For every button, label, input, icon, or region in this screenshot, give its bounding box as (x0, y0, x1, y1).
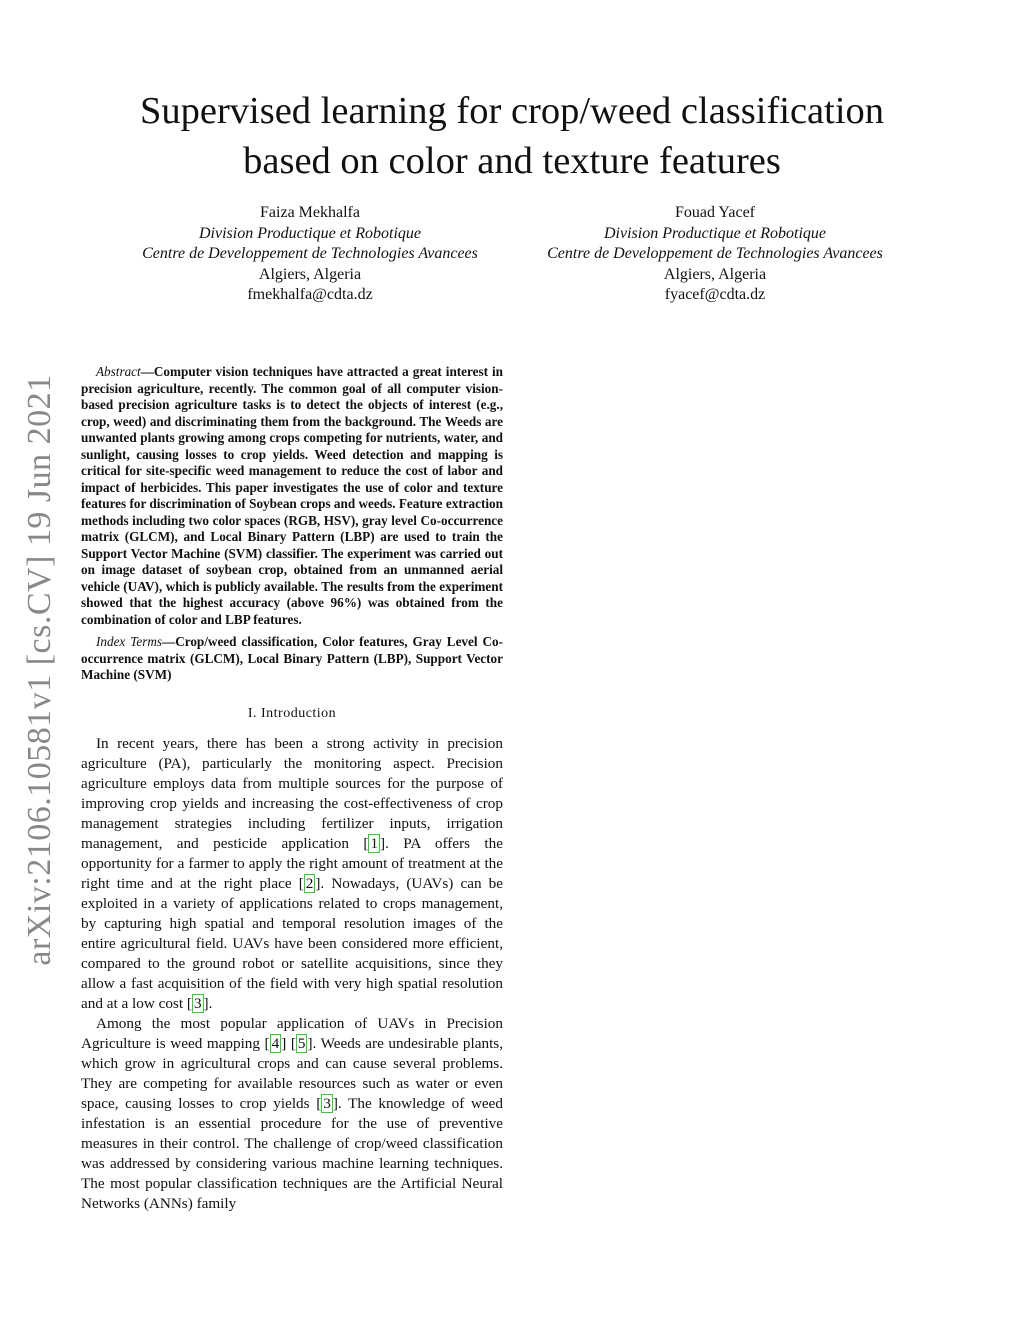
index-terms-label: Index Terms (96, 634, 162, 649)
abstract-label: Abstract (96, 364, 141, 379)
author-block-2 (515, 203, 915, 306)
paper-title (80, 86, 944, 186)
left-column (81, 364, 503, 1214)
title-line-1: Supervised learning for crop/weed classification (139, 90, 885, 132)
section-heading-introduction: I. Introduction (247, 705, 337, 721)
author-email[interactable]: fyacef@cdta.dz (664, 286, 766, 303)
arxiv-sidebar (10, 370, 70, 970)
author-location: Algiers, Algeria (258, 265, 362, 283)
arxiv-identifier: arXiv:2106.10581v1 [cs.CV] 19 Jun 2021 (21, 374, 58, 966)
abstract-text: —Computer vision techniques have attracted a great interest in precision agriculture, recently. The common goal of all computer vision-based precision agriculture tasks is to detect the objects of interest (e.g., crop, weed) and discriminating them from the background. The Weeds are unwanted plants growing among crops competing for nutrients, water, and sunlight, causing losses to crop yields. Weed detection and mapping is critical for site-specific weed management to reduce the cost of labor and impact of herbicides. This paper investigates the use of color and texture features for discrimination of Soybean crops and weeds. Feature extraction methods including two color spaces (RGB, HSV), gray level Co-occurrence matrix (GLCM), and Local Binary Pattern (LBP) are used to train the Support Vector Machine (SVM) classifier. The experiment was carried out on image dataset of soybean crop, obtained from an unmanned aerial vehicle (UAV), which is publicly available. The results from the experiment showed that the highest accuracy (above 96%) was obtained from the combination of color and LBP features. (81, 364, 503, 627)
paragraph-intro-2: Among the most popular application of UAVs in Precision Agriculture is weed mapping [ 4 ] [ 5 ]. Weeds are undesirable plants, which grow in agricultural crops and can cause several problems. They are competing for available resources such as water or even space, causing losses to crop yields [ 3 ]. The knowledge of weed infestation is an essential procedure for the use of preventive measures in their control. The challenge of crop/weed classification was addressed by considering various machine learning techniques. The most popular classification techniques are the Artificial Neural Networks (ANNs) family (81, 1014, 504, 1212)
citation-link[interactable]: 5 (297, 1034, 306, 1052)
paragraph-intro-1: In recent years, there has been a strong activity in precision agriculture (PA), particularly the monitoring aspect. Precision agriculture employs data from multiple sources for the purpose of improving crop yields and increasing the cost-effectiveness of crop management strategies including fertilizer inputs, irrigation management, and pesticide application [ 1 ]. PA offers the opportunity for a farmer to apply the right amount of treatment at the right time and at the right place [ 2 ]. Nowadays, (UAVs) can be exploited in a variety of applications related to crops management, by capturing high spatial and temporal resolution images of the entire agricultural field. UAVs have been considered more efficient, compared to the ground robot or satellite acquisitions, since they allow a fast acquisition of the field with very high spatial resolution and at a low cost [ 3 ]. (81, 734, 503, 1012)
title-line-2: based on color and texture features (243, 140, 781, 182)
author-name: Faiza Mekhalfa (260, 204, 360, 221)
citation-link[interactable]: 1 (370, 834, 379, 852)
citation-link[interactable]: 4 (271, 1034, 280, 1052)
abstract (81, 364, 503, 628)
author-division: Division Productique et Robotique (198, 224, 422, 242)
index-terms (81, 634, 503, 684)
author-centre: Centre de Developpement de Technologies Avancees (547, 245, 883, 262)
author-email[interactable]: fmekhalfa@cdta.dz (247, 286, 373, 303)
author-block-1 (110, 203, 510, 306)
author-division: Division Productique et Robotique (603, 224, 827, 242)
author-centre: Centre de Developpement de Technologies Avancees (142, 245, 478, 262)
author-name: Fouad Yacef (675, 204, 755, 221)
citation-link[interactable]: 3 (193, 994, 202, 1012)
index-terms-text: —Crop/weed classification, Color features, Gray Level Co-occurrence matrix (GLCM), Local Binary Pattern (LBP), Support Vector Machine (SVM) (81, 634, 503, 682)
author-location: Algiers, Algeria (663, 265, 767, 283)
citation-link[interactable]: 3 (323, 1094, 331, 1112)
citation-link[interactable]: 2 (305, 874, 314, 892)
